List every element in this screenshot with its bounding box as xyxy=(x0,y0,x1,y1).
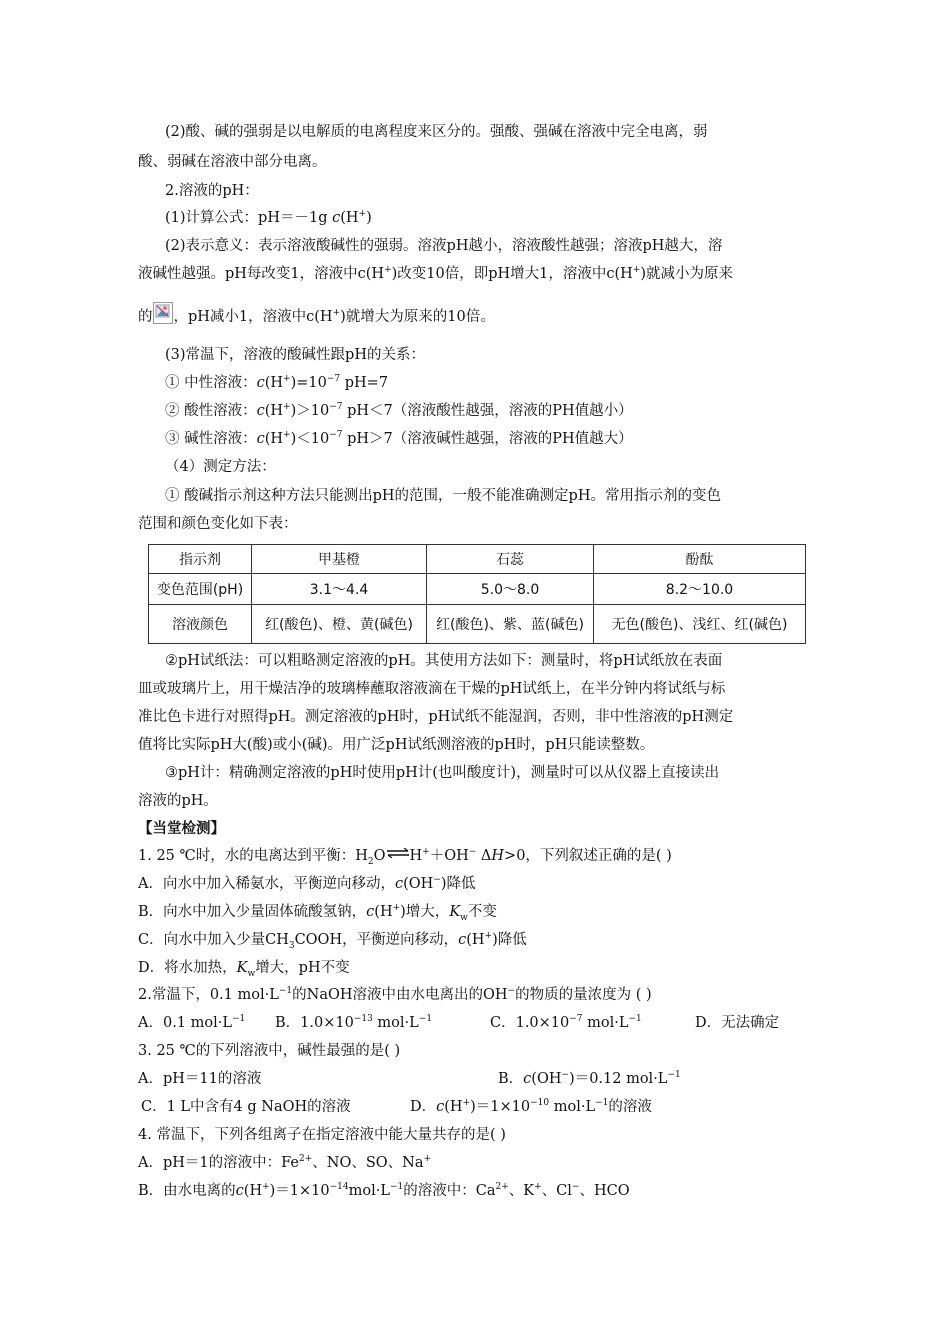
q1-stem: 1. 25 ℃时，水的电离达到平衡：$H_2O$ H+＋OH− ΔH>0，下列叙述正确的是( ) xyxy=(138,847,672,867)
ph-formula: (1)计算公式：pH＝－1g c(H+) xyxy=(165,209,372,226)
strength-line-1: (2)酸、碱的强弱是以电解质的电离程度来区分的。强酸、强碱在溶液中完全电离，弱 xyxy=(165,124,708,140)
q4-option-b: B．由水电离的$c(H^+)=1\times 10^{-14}mol\cdot L^{-1}$的溶液中：$Ca^{2+}$、K+、Cl−、HCO xyxy=(138,1182,630,1199)
meter-line-1: ③pH计：精确测定溶液的pH时使用pH计(也叫酸度计)，测量时可以从仪器上直接读出 xyxy=(165,765,720,781)
meaning-line-3: 的 ，pH减小1，溶液中c(H+)就增大为原来的10倍。 xyxy=(138,302,495,327)
equilibrium-arrow-icon xyxy=(386,848,410,858)
meter-line-2: 溶液的pH。 xyxy=(138,793,218,809)
paper-line-3: 准比色卡进行对照得pH。测定溶液的pH时，pH试纸不能湿润，否则，非中性溶液的pH测定 xyxy=(138,709,734,725)
q2-option-a: A．0.1 $mol\cdot L^{-1}$ xyxy=(138,1014,246,1031)
paper-line-1: ②pH试纸法：可以粗略测定溶液的pH。其使用方法如下：测量时，将pH试纸放在表面 xyxy=(165,653,723,669)
q3-option-d: D．$c(H^+)=1\times 10^{-10}$ $mol\cdot L^{-1}$的溶液 xyxy=(410,1098,652,1115)
q1-option-c: C．向水中加入少量$CH_3COOH$，平衡逆向移动，c(H+)降低 xyxy=(138,931,527,951)
q1-option-a: A．向水中加入稀氨水，平衡逆向移动，c(OH−)降低 xyxy=(138,875,476,892)
q4-option-a: A．pH＝1的溶液中：$Fe^{2+}$、NO、SO、Na+ xyxy=(138,1154,432,1171)
q2-option-b: B．$1.0\times 10^{-13}$ $mol\cdot L^{-1}$ xyxy=(275,1014,433,1031)
table-row xyxy=(149,605,806,644)
table-row xyxy=(149,545,806,574)
quiz-heading: 【当堂检测】 xyxy=(138,820,225,837)
relation-heading: (3)常温下，溶液的酸碱性跟pH的关系： xyxy=(165,347,425,363)
table-cell: 5.0～8.0 xyxy=(427,574,594,605)
q3-option-b: B．c(OH−)＝0.12 $mol\cdot L^{-1}$ xyxy=(498,1070,681,1087)
indicator-line-2: 范围和颜色变化如下表： xyxy=(138,516,298,532)
q4-stem: 4. 常温下，下列各组离子在指定溶液中能大量共存的是( ) xyxy=(138,1127,506,1143)
table-cell: 指示剂 xyxy=(149,545,252,574)
table-cell: 3.1～4.4 xyxy=(252,574,427,605)
paper-line-4: 值将比实际pH大(酸)或小(碱)。用广泛pH试纸测溶液的pH时，pH只能读整数。 xyxy=(138,737,655,753)
methods-heading: （4）测定方法： xyxy=(165,459,276,475)
q2-stem: 2.常温下，0.1 $mol\cdot L^{-1}$的NaOH溶液中由水电离出的OH−的物质的量浓度为 ( ) xyxy=(138,986,652,1003)
table-cell: 变色范围(pH) xyxy=(149,574,252,605)
paper-line-2: 皿或玻璃片上，用干燥洁净的玻璃棒蘸取溶液滴在干燥的pH试纸上，在半分钟内将试纸与标 xyxy=(138,681,726,697)
meaning-line-2: 液碱性越强。pH每改变1，溶液中c(H+)改变10倍，即pH增大1，溶液中c(H+)就减小为原来 xyxy=(138,265,734,282)
table-cell: 甲基橙 xyxy=(252,545,427,574)
q3-option-c: C．1 L中含有4 g NaOH的溶液 xyxy=(141,1099,351,1115)
indicator-line-1: ① 酸碱指示剂这种方法只能测出pH的范围，一般不能准确测定pH。常用指示剂的变色 xyxy=(165,488,721,504)
table-cell: 红(酸色)、橙、黄(碱色) xyxy=(252,605,427,644)
table-cell: 红(酸色)、紫、蓝(碱色) xyxy=(427,605,594,644)
table-row xyxy=(149,574,806,605)
table-cell: 无色(酸色)、浅红、红(碱色) xyxy=(594,605,806,644)
neutral-line: ① 中性溶液：$c(H^+)=10^{-7}$ pH=7 xyxy=(165,374,389,391)
strength-line-2: 酸、弱碱在溶液中部分电离。 xyxy=(138,154,327,170)
acidic-line: ② 酸性溶液：$c(H^+)>10^{-7}$ pH＜7（溶液酸性越强，溶液的PH值越小） xyxy=(165,402,633,419)
table-cell: 溶液颜色 xyxy=(149,605,252,644)
q2-option-c: C．$1.0\times 10^{-7}$ $mol\cdot L^{-1}$ xyxy=(490,1014,642,1031)
basic-line: ③ 碱性溶液：$c(H^+)<10^{-7}$ pH＞7（溶液碱性越强，溶液的PH值越大） xyxy=(165,430,633,447)
indicator-table xyxy=(148,544,806,644)
table-cell: 酚酞 xyxy=(594,545,806,574)
q1-option-d: D．将水加热，$K_w$增大，pH不变 xyxy=(138,960,350,979)
table-cell: 8.2～10.0 xyxy=(594,574,806,605)
q3-stem: 3. 25 ℃的下列溶液中，碱性最强的是( ) xyxy=(138,1043,401,1059)
meaning-line-1: (2)表示意义：表示溶液酸碱性的强弱。溶液pH越小，溶液酸性越强；溶液pH越大，溶 xyxy=(165,238,723,254)
ph-heading: 2.溶液的pH： xyxy=(165,183,259,199)
q1-option-b: B．向水中加入少量固体硫酸氢钠，c(H+)增大，$K_w$不变 xyxy=(138,903,497,923)
fraction-image-icon xyxy=(153,302,173,324)
table-cell: 石蕊 xyxy=(427,545,594,574)
q3-option-a: A．pH＝11的溶液 xyxy=(138,1071,262,1087)
q2-option-d: D．无法确定 xyxy=(695,1015,780,1031)
